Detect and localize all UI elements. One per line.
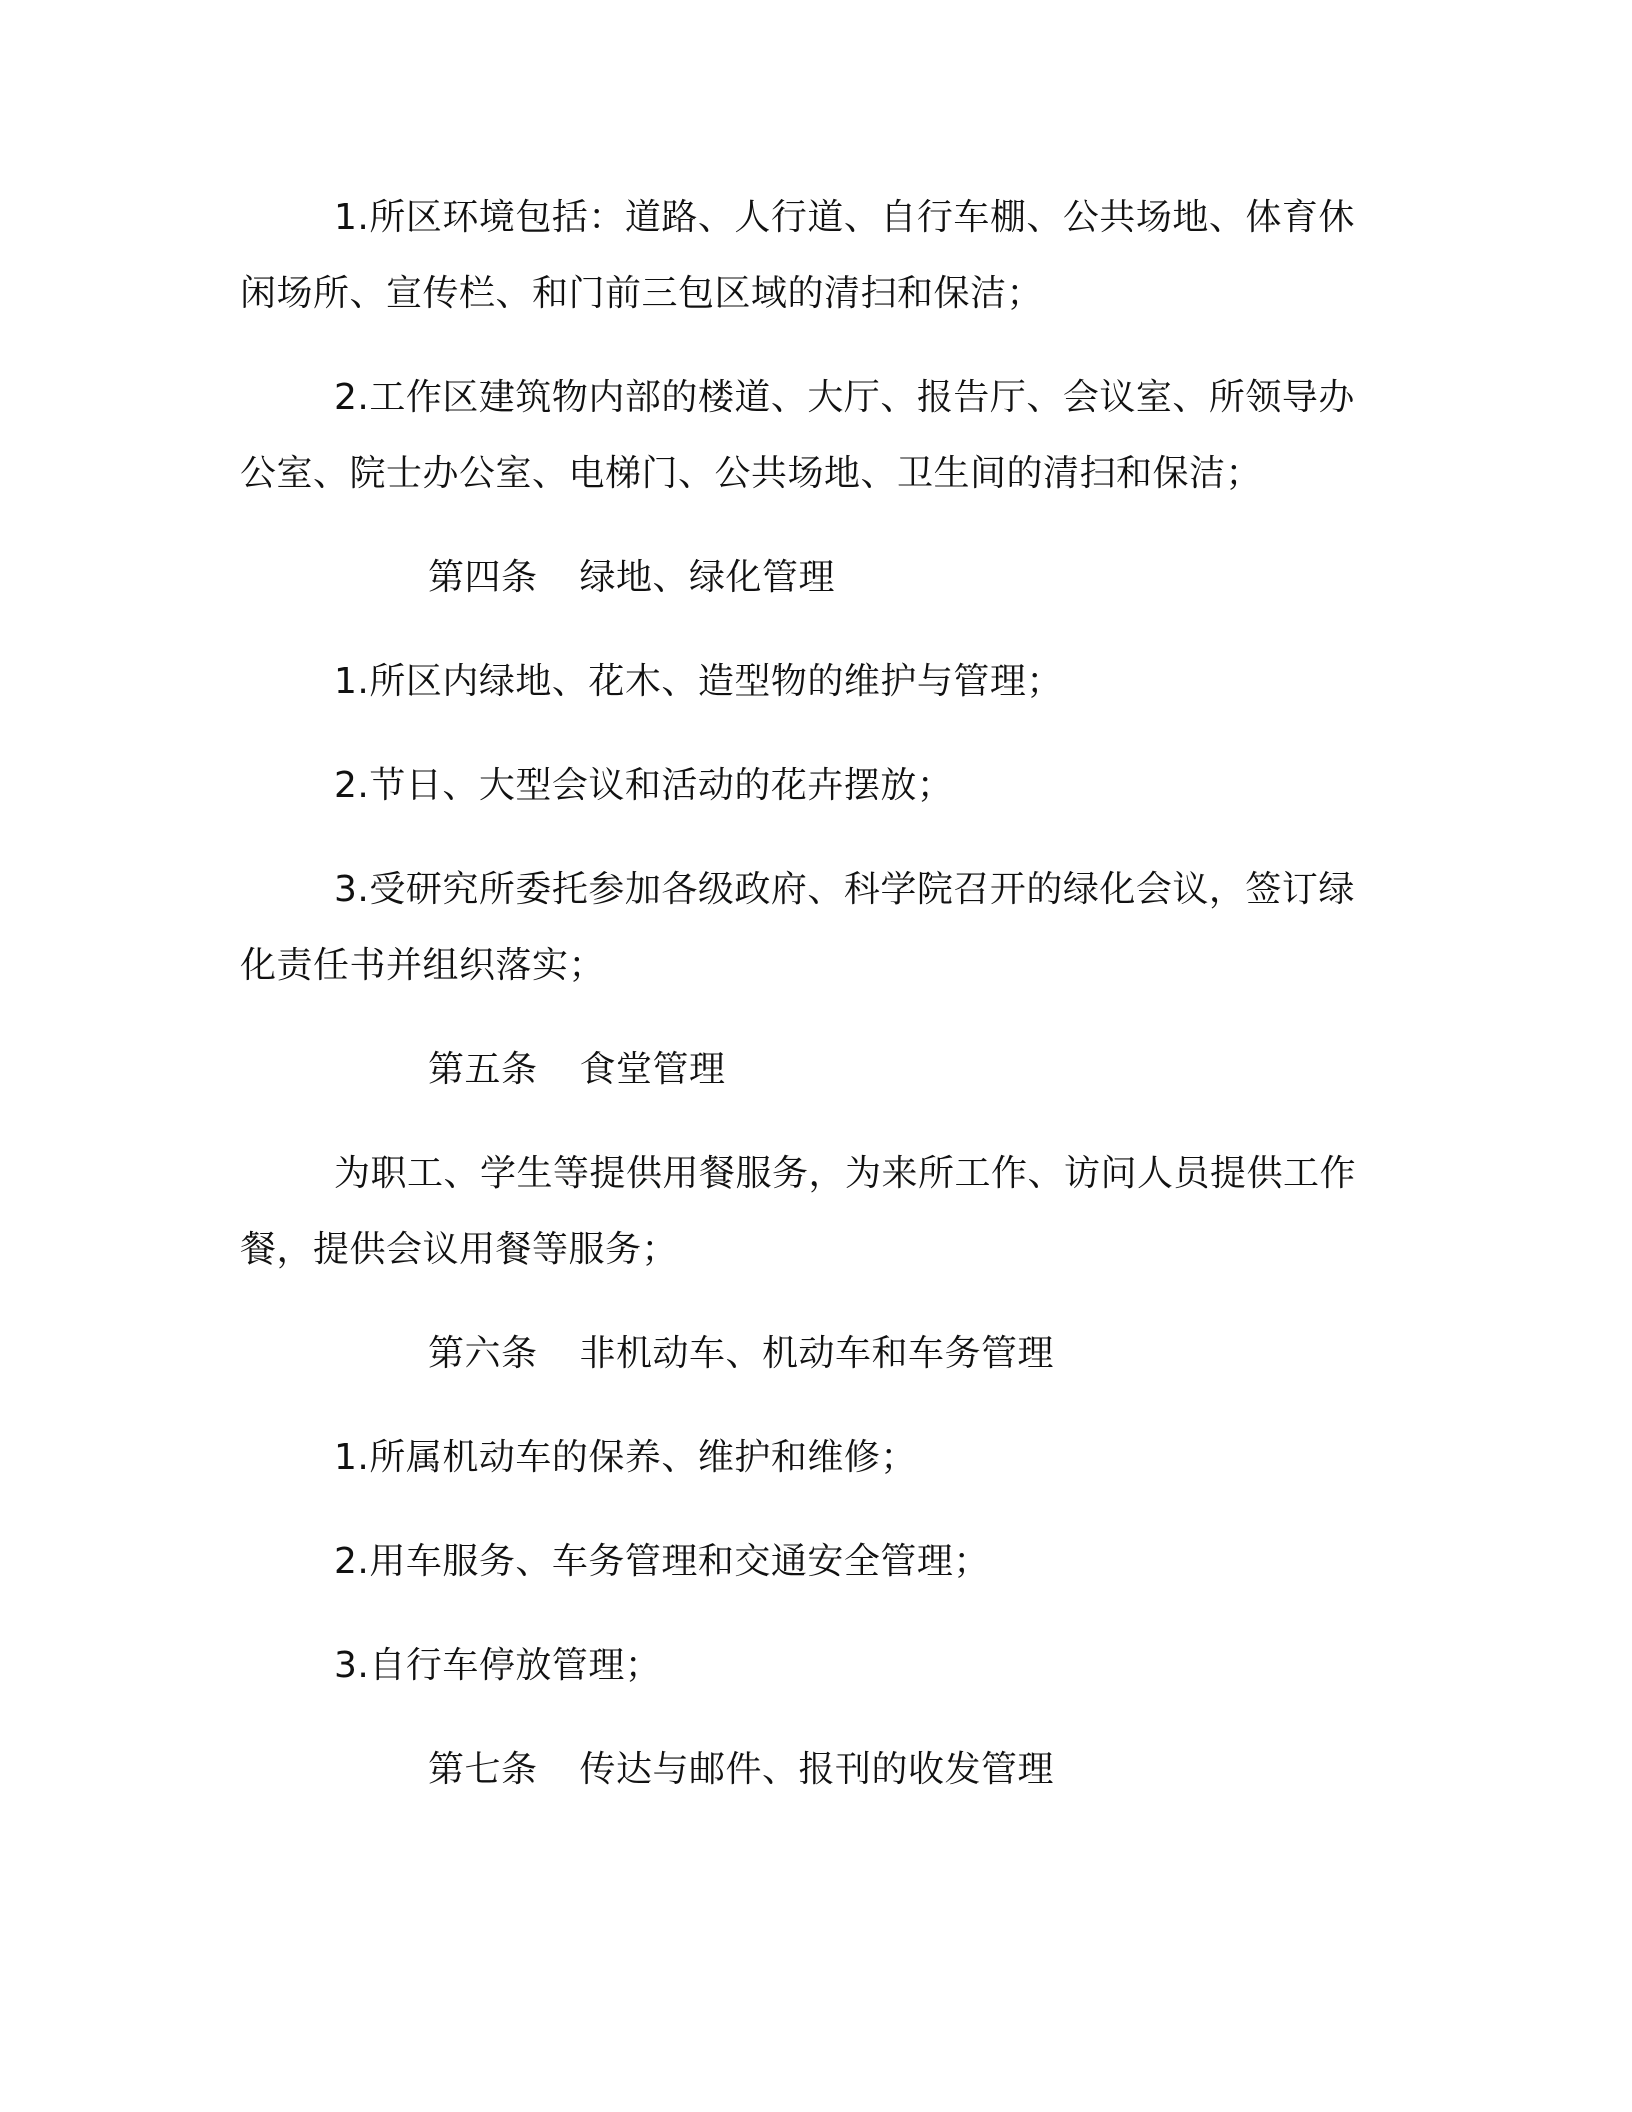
article-number: 第七条: [428, 1749, 538, 1790]
paragraph-flower-arrangement: 2.节日、大型会议和活动的花卉摆放；: [334, 765, 954, 806]
article-number: 第四条: [428, 557, 538, 598]
article-title: 传达与邮件、报刊的收发管理: [579, 1749, 1055, 1790]
paragraph-vehicle-maintenance: 1.所属机动车的保养、维护和维修；: [334, 1437, 917, 1478]
article-title: 绿地、绿化管理: [579, 557, 836, 598]
paragraph-vehicle-service: 2.用车服务、车务管理和交通安全管理；: [334, 1541, 990, 1582]
document-body: [240, 180, 1376, 1836]
paragraph-bicycle-parking: 3.自行车停放管理；: [334, 1645, 662, 1686]
paragraph-environment-scope: 1.所区环境包括：道路、人行道、自行车棚、公共场地、体育休闲场所、宣传栏、和门前三包区域的清扫和保洁；: [240, 197, 1355, 314]
article-title: 非机动车、机动车和车务管理: [579, 1333, 1055, 1374]
paragraph-greening-meetings: 3.受研究所委托参加各级政府、科学院召开的绿化会议，签订绿化责任书并组织落实；: [240, 869, 1355, 986]
article-number: 第六条: [428, 1333, 538, 1374]
article-4-heading: [240, 540, 1376, 616]
article-title: 食堂管理: [579, 1049, 726, 1090]
paragraph-building-cleaning: 2.工作区建筑物内部的楼道、大厅、报告厅、会议室、所领导办公室、院士办公室、电梯门、公共场地、卫生间的清扫和保洁；: [240, 377, 1355, 494]
paragraph-canteen-service: 为职工、学生等提供用餐服务，为来所工作、访问人员提供工作餐，提供会议用餐等服务；: [240, 1153, 1357, 1270]
paragraph-greenery-maintenance: 1.所区内绿地、花木、造型物的维护与管理；: [334, 661, 1063, 702]
article-number: 第五条: [428, 1049, 538, 1090]
article-7-heading: [240, 1732, 1376, 1808]
article-5-heading: [240, 1032, 1376, 1108]
article-6-heading: [240, 1316, 1376, 1392]
